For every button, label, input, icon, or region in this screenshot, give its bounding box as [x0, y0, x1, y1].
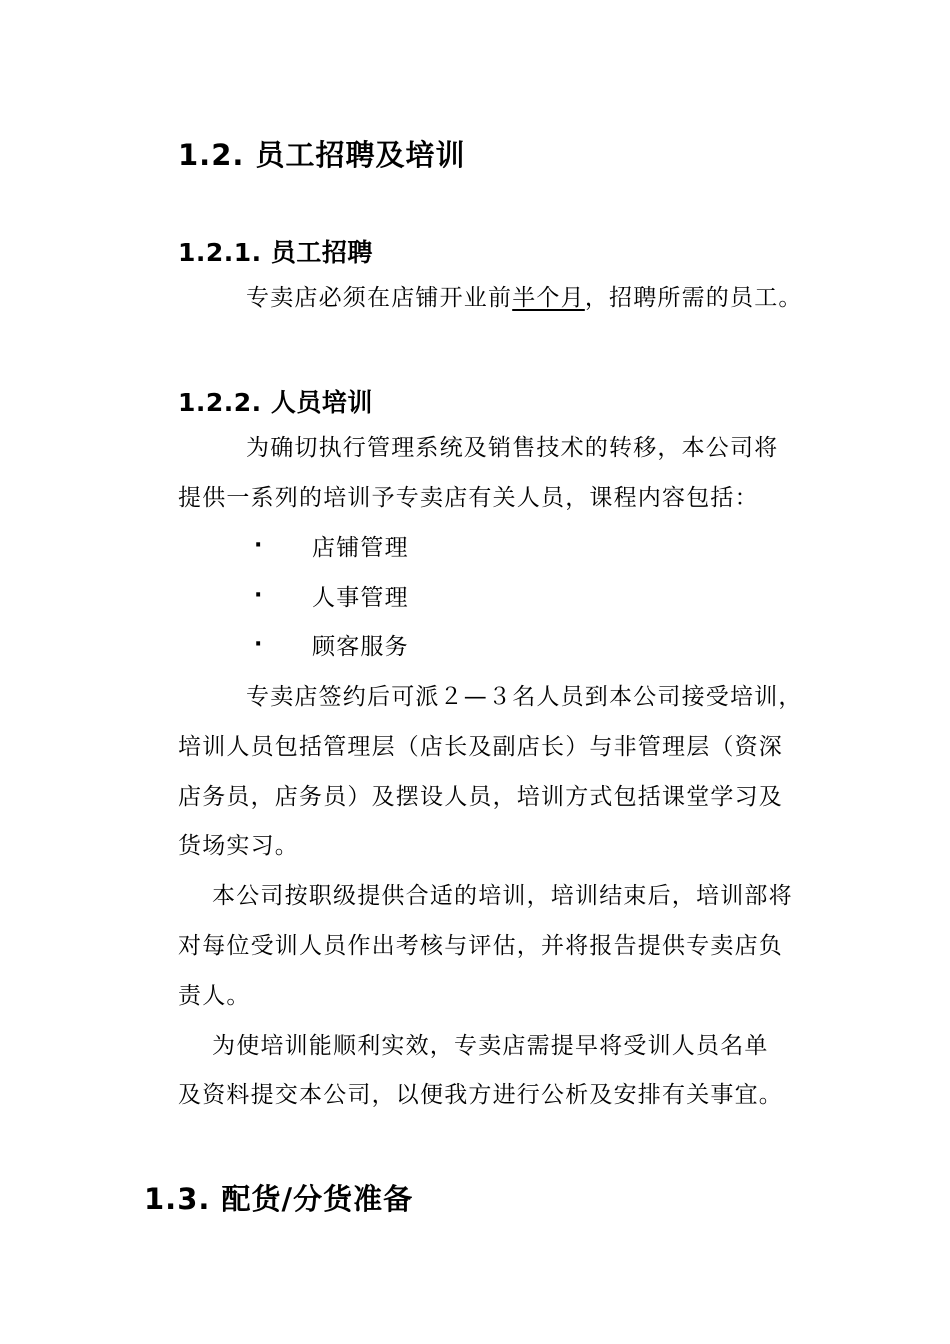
section-heading-1-2-2: 1.2.2. 人员培训: [178, 388, 373, 417]
section-heading-1-2: 1.2. 员工招聘及培训: [178, 138, 466, 172]
training-para2-line-1: 专卖店签约后可派２—３名人员到本公司接受培训，: [246, 684, 803, 710]
bullet-item-store-management: 店铺管理: [312, 535, 409, 561]
bullet-item-customer-service: 顾客服务: [312, 634, 409, 660]
recruitment-text-after: ，招聘所需的员工。: [584, 285, 803, 311]
training-para4-line-1: 为使培训能顺利实效，专卖店需提早将受训人员名单: [212, 1033, 769, 1059]
recruitment-text-before: 专卖店必须在店铺开业前: [246, 285, 513, 311]
bullet-marker: ·: [254, 533, 263, 558]
recruitment-underlined-period: 半个月: [512, 285, 585, 311]
training-para3-line-3: 责人。: [178, 983, 251, 1009]
bullet-item-personnel-management: 人事管理: [312, 585, 409, 611]
training-para4-line-2: 及资料提交本公司，以便我方进行公析及安排有关事宜。: [178, 1082, 783, 1108]
training-para2-line-2: 培训人员包括管理层（店长及副店长）与非管理层（资深: [178, 734, 783, 760]
training-para3-line-2: 对每位受训人员作出考核与评估，并将报告提供专卖店负: [178, 933, 783, 959]
training-para2-line-3: 店务员，店务员）及摆设人员，培训方式包括课堂学习及: [178, 784, 783, 810]
bullet-marker: ·: [254, 583, 263, 608]
training-para3-line-1: 本公司按职级提供合适的培训，培训结束后，培训部将: [212, 883, 793, 909]
section-heading-1-3: 1.3. 配货/分货准备: [144, 1182, 414, 1216]
training-intro-line-2: 提供一系列的培训予专卖店有关人员，课程内容包括：: [178, 485, 759, 511]
training-para2-line-4: 货场实习。: [178, 833, 299, 859]
bullet-marker: ·: [254, 632, 263, 657]
recruitment-paragraph: [246, 283, 803, 313]
training-intro-line-1: 为确切执行管理系统及销售技术的转移，本公司将: [246, 435, 779, 461]
section-heading-1-2-1: 1.2.1. 员工招聘: [178, 238, 373, 267]
